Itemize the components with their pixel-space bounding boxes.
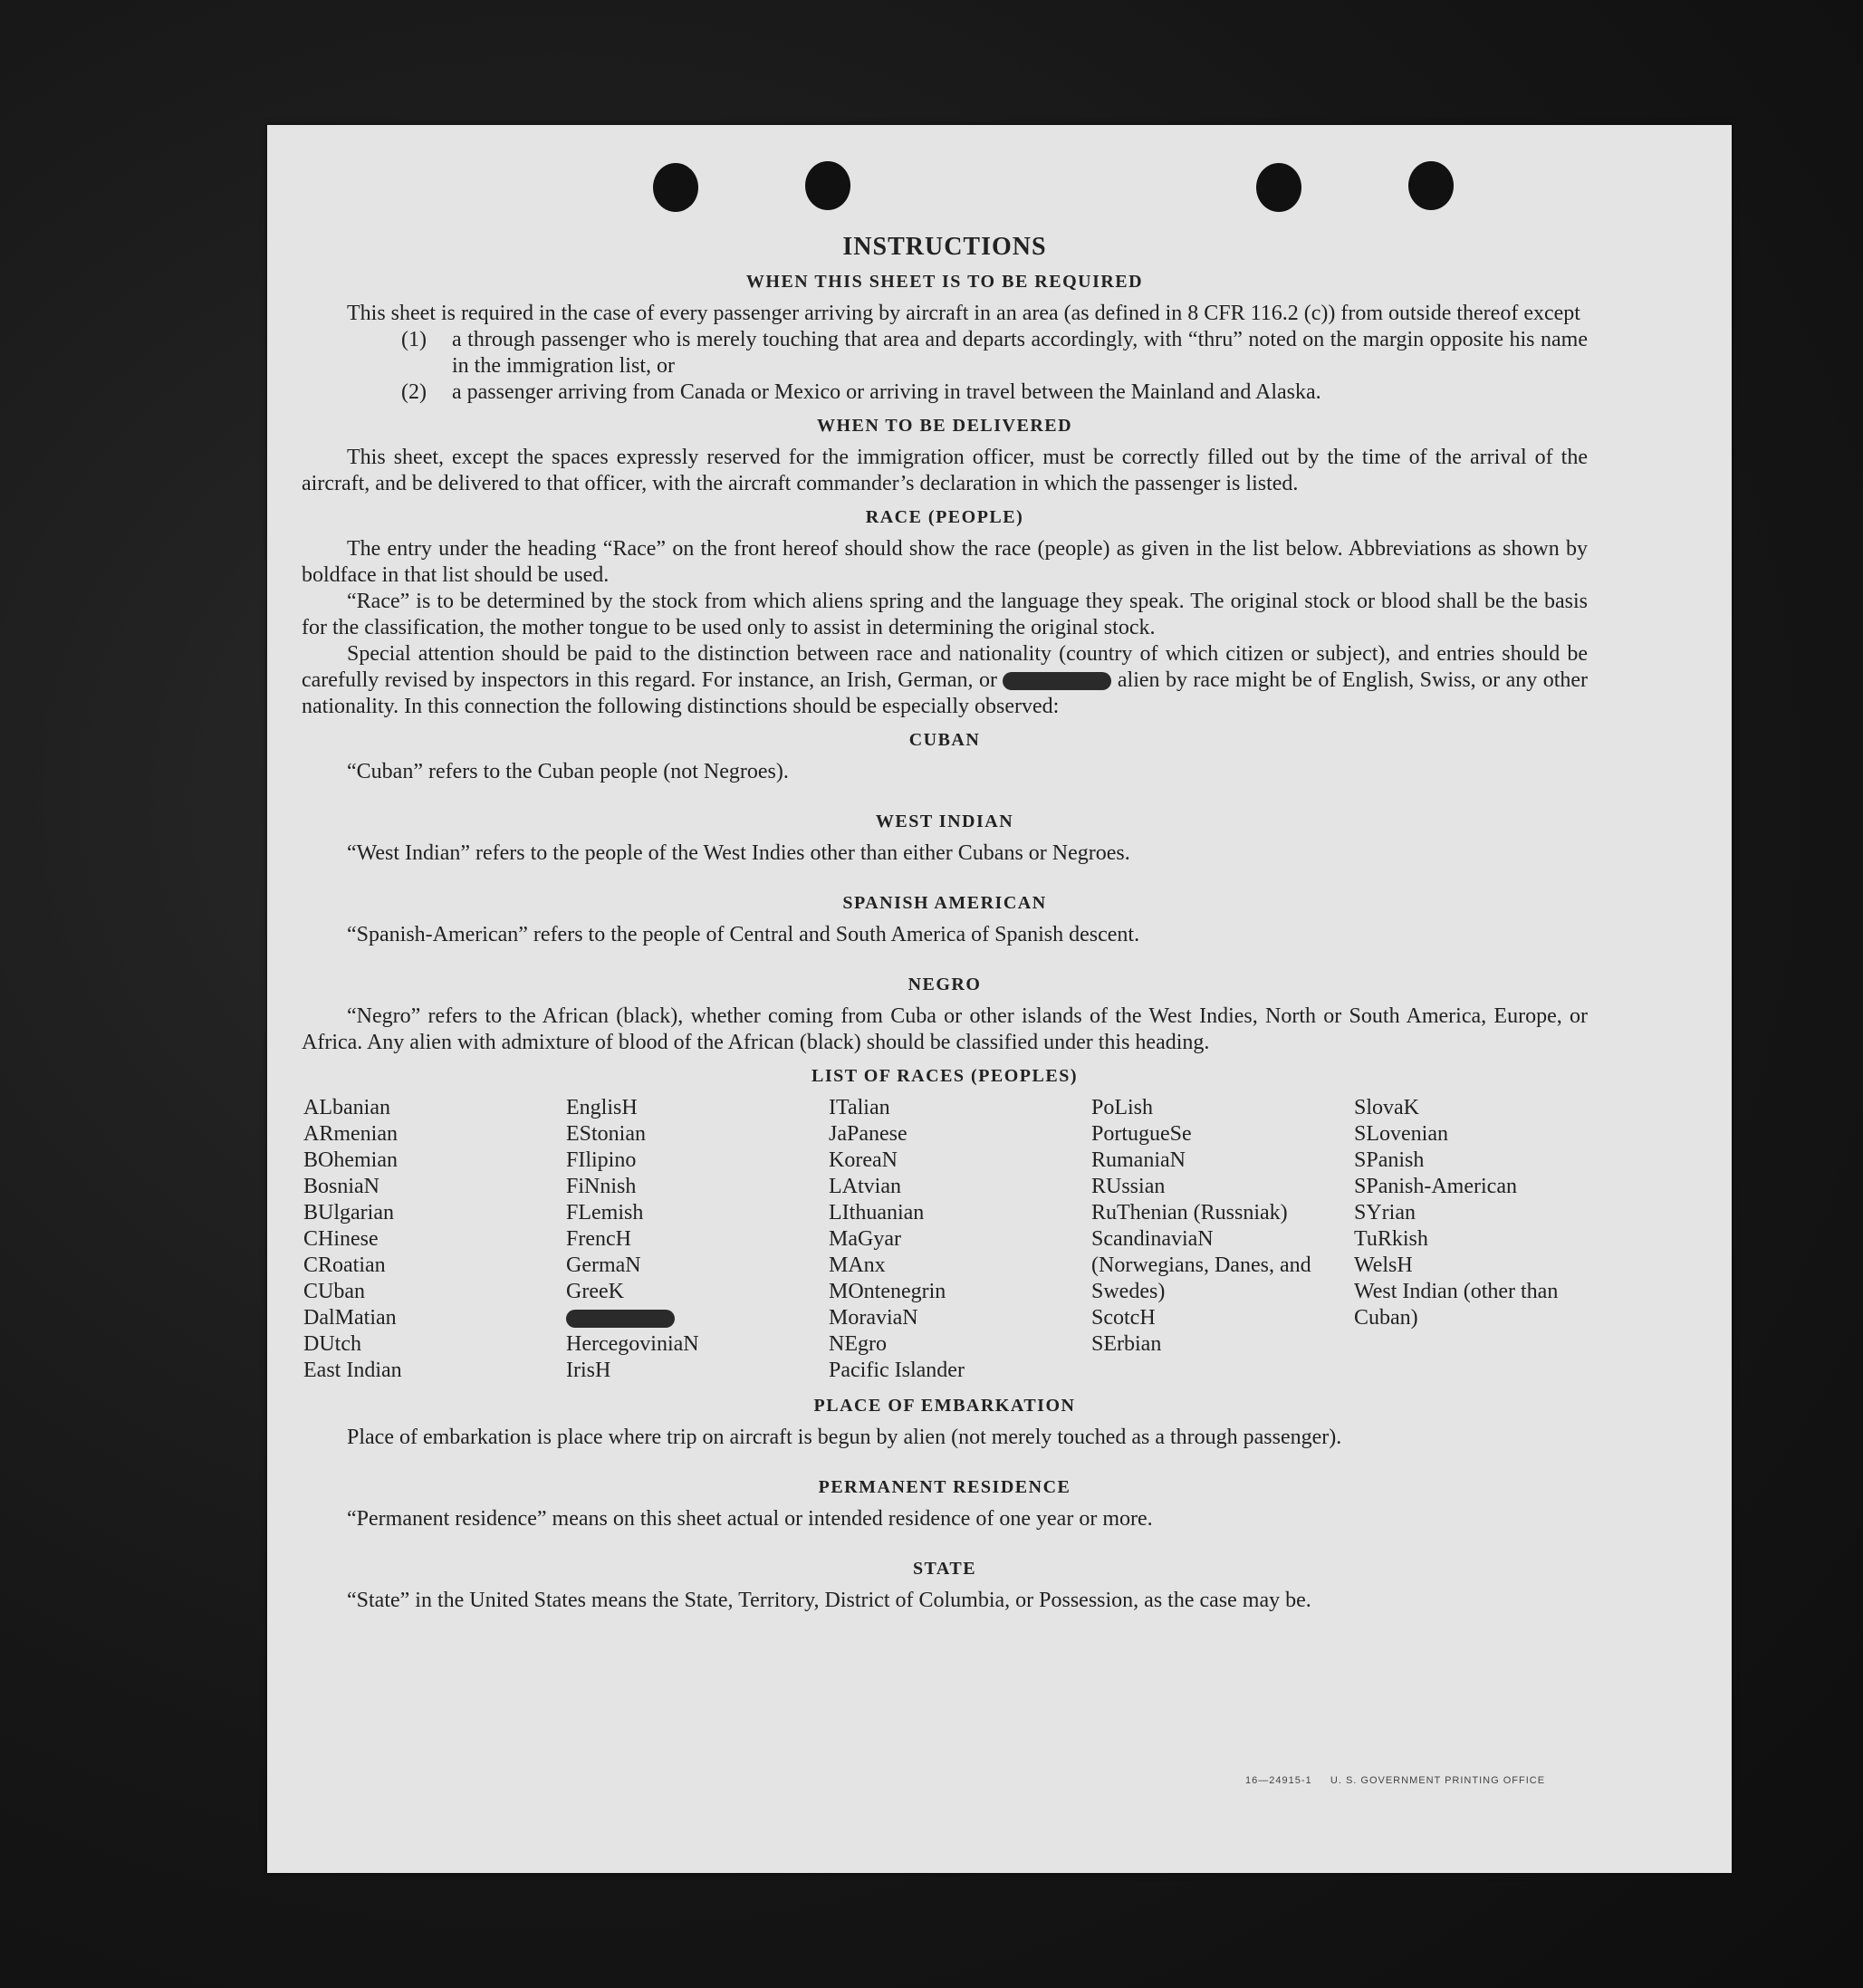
race-entry: SLovenian [1354, 1122, 1448, 1146]
race-paragraph-3a: Special attention should be paid to the distinction between race and nationality (country of which citizen or subject), and entries should be carefully revised by inspectors in this regard. For instance, an Irish, German, or [302, 642, 1588, 692]
race-entry: ARmenian [303, 1122, 398, 1146]
race-entry: EnglisH [566, 1096, 638, 1119]
race-entry: WelsH [1354, 1253, 1413, 1277]
race-entry: LAtvian [829, 1175, 901, 1198]
race-entry: MoraviaN [829, 1306, 918, 1330]
race-entry: HercegoviniaN [566, 1332, 699, 1356]
race-entry: BUlgarian [303, 1201, 394, 1224]
punch-hole [805, 161, 850, 210]
heading-cuban: CUBAN [908, 730, 981, 750]
printer-name: U. S. GOVERNMENT PRINTING OFFICE [1330, 1775, 1546, 1786]
heading-negro: NEGRO [907, 975, 982, 994]
when-delivered-text: This sheet, except the spaces expressly reserved for the immigration officer, must be correctly filled out by the time of the arrival of the aircraft, and be delivered to that officer, with the aircraft commander’s declaration in which the passenger is listed. [302, 446, 1588, 495]
punch-hole [1408, 161, 1454, 210]
race-entry: BosniaN [303, 1175, 379, 1198]
race-entry: GreeK [566, 1280, 624, 1303]
race-column-5 [1354, 1095, 1589, 1384]
spanish-american-text: “Spanish-American” refers to the people of Central and South America of Spanish descent. [347, 923, 1140, 946]
race-entry: RUssian [1091, 1175, 1166, 1198]
redaction-mark [1003, 672, 1111, 690]
race-entry: EStonian [566, 1122, 646, 1146]
race-entry: East Indian [303, 1359, 402, 1382]
redaction-mark [566, 1310, 675, 1328]
heading-when-delivered: WHEN TO BE DELIVERED [816, 416, 1073, 436]
race-column-4 [1091, 1095, 1354, 1384]
race-entry: ScandinaviaN (Norwegians, Danes, and Swedes) [1091, 1227, 1311, 1303]
punch-hole [653, 163, 698, 212]
printer-imprint [1245, 1775, 1545, 1786]
race-entry: MAnx [829, 1253, 886, 1277]
race-entry: DUtch [303, 1332, 361, 1356]
race-entry: TuRkish [1354, 1227, 1428, 1251]
race-entry: SPanish-American [1354, 1175, 1517, 1198]
exception-item [302, 327, 1588, 379]
race-entry: ALbanian [303, 1096, 390, 1119]
negro-text: “Negro” refers to the African (black), whether coming from Cuba or other islands of the West Indies, North or South America, Europe, or Africa. Any alien with admixture of blood of the African (black) should be classified under this heading. [302, 1004, 1588, 1054]
race-entry: ScotcH [1091, 1306, 1156, 1330]
west-indian-text: “West Indian” refers to the people of the West Indies other than either Cubans or Negroes. [347, 841, 1130, 865]
race-entry: ITalian [829, 1096, 890, 1119]
race-entry: IrisH [566, 1359, 611, 1382]
print-code: 16—24915-1 [1245, 1775, 1312, 1786]
race-entry: SYrian [1354, 1201, 1416, 1224]
race-entry: GermaN [566, 1253, 641, 1277]
race-entry: MOntenegrin [829, 1280, 946, 1303]
race-entry: FLemish [566, 1201, 644, 1224]
race-entry: West Indian (other than Cuban) [1354, 1280, 1559, 1330]
race-entry: FrencH [566, 1227, 631, 1251]
item-number: (1) [401, 328, 427, 351]
race-entry: PoLish [1091, 1096, 1154, 1119]
heading-embarkation: PLACE OF EMBARKATION [813, 1396, 1076, 1416]
race-paragraph-3 [302, 641, 1588, 720]
cuban-text: “Cuban” refers to the Cuban people (not Negroes). [347, 760, 789, 783]
race-paragraph-3b: alien by race might be of English, Swiss, or any other nationality. In this connection the following distinctions should be especially observed: [302, 668, 1589, 718]
residence-text: “Permanent residence” means on this sheet actual or intended residence of one year or more. [347, 1507, 1153, 1531]
race-paragraph-1: The entry under the heading “Race” on the front hereof should show the race (people) as given in the list below. Abbreviations as shown by boldface in that list should be used. [302, 537, 1588, 587]
heading-list-of-races: LIST OF RACES (PEOPLES) [811, 1066, 1078, 1086]
race-entry: FiNnish [566, 1175, 637, 1198]
heading-state: STATE [912, 1559, 977, 1579]
race-entry: RumaniaN [1091, 1148, 1186, 1172]
race-entry: KoreaN [829, 1148, 898, 1172]
race-column-3 [829, 1095, 1091, 1384]
exception-item [302, 379, 1588, 406]
race-entry: JaPanese [829, 1122, 907, 1146]
race-entry: RuThenian (Russniak) [1091, 1201, 1288, 1224]
race-entry: MaGyar [829, 1227, 901, 1251]
item-text: a passenger arriving from Canada or Mexico or arriving in travel between the Mainland and Alaska. [452, 380, 1321, 404]
race-entry-redacted [566, 1305, 829, 1331]
race-entry: CRoatian [303, 1253, 386, 1277]
when-required-intro: This sheet is required in the case of every passenger arriving by aircraft in an area (as defined in 8 CFR 116.2 (c)) from outside thereof except [347, 302, 1580, 325]
race-entry: SPanish [1354, 1148, 1425, 1172]
heading-west-indian: WEST INDIAN [875, 812, 1014, 831]
race-paragraph-2: “Race” is to be determined by the stock from which aliens spring and the language they speak. The original stock or blood shall be the basis for the classification, the mother tongue to be used only to assist in determining the original stock. [302, 590, 1588, 639]
state-text: “State” in the United States means the State, Territory, District of Columbia, or Possession, as the case may be. [347, 1589, 1311, 1612]
race-entry: PortugueSe [1091, 1122, 1192, 1146]
item-number: (2) [401, 380, 427, 404]
heading-residence: PERMANENT RESIDENCE [818, 1477, 1071, 1497]
instruction-sheet [267, 125, 1732, 1873]
embarkation-text: Place of embarkation is place where trip on aircraft is begun by alien (not merely touched as a through passenger). [347, 1426, 1342, 1449]
race-entry: SErbian [1091, 1332, 1162, 1356]
race-entry: Pacific Islander [829, 1359, 965, 1382]
race-column-1 [303, 1095, 566, 1384]
punch-hole [1256, 163, 1301, 212]
page-title: INSTRUCTIONS [842, 233, 1047, 261]
race-entry: CHinese [303, 1227, 379, 1251]
race-column-2 [566, 1095, 829, 1384]
heading-race: RACE (PEOPLE) [865, 507, 1024, 527]
item-text: a through passenger who is merely touching that area and departs accordingly, with “thru” noted on the margin opposite his name in the immigration list, or [452, 328, 1588, 378]
race-entry: NEgro [829, 1332, 887, 1356]
heading-when-required: WHEN THIS SHEET IS TO BE REQUIRED [745, 272, 1144, 292]
race-entry: BOhemian [303, 1148, 398, 1172]
race-entry: FIlipino [566, 1148, 637, 1172]
race-entry: LIthuanian [829, 1201, 925, 1224]
race-entry: CUban [303, 1280, 365, 1303]
instructions-body [302, 234, 1588, 1614]
race-entry: DalMatian [303, 1306, 397, 1330]
race-list [303, 1095, 1588, 1384]
heading-spanish-american: SPANISH AMERICAN [842, 893, 1047, 913]
race-entry: SlovaK [1354, 1096, 1419, 1119]
